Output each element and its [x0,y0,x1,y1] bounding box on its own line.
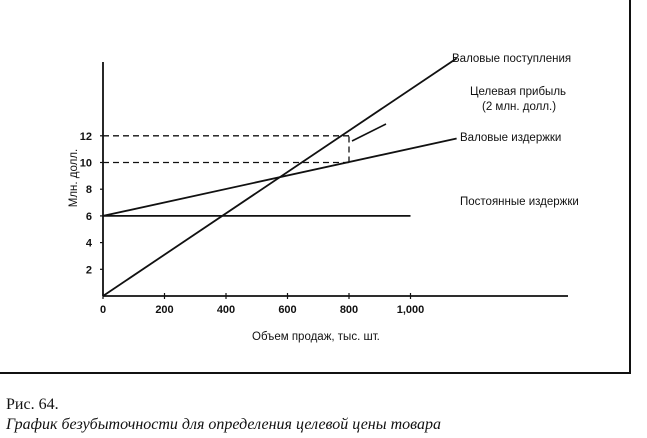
annotation-target-profit-amount: (2 млн. долл.) [482,101,557,113]
target-profit-pointer [352,124,386,141]
series-lines [103,58,457,296]
x-tick-label: 1,000 [396,304,425,316]
x-tick-label: 400 [216,304,236,316]
annotation-gross-costs: Валовые издержки [460,132,562,144]
annotation-gross-revenue: Валовые поступления [452,53,572,65]
y-axis-label: Млн. долл. [68,148,80,208]
tick-labels [80,131,425,316]
figure-number: Рис. 64. [6,396,59,413]
y-tick-label: 10 [79,157,92,170]
y-tick-label: 4 [85,237,92,250]
y-tick-label: 12 [79,130,92,143]
y-tick-label: 6 [85,210,92,223]
annotation-fixed-costs: Постоянные издержки [460,196,579,208]
gross-costs-line [103,138,457,215]
x-tick-label: 800 [339,304,359,316]
x-tick-label: 0 [99,304,107,316]
annotations [68,53,579,343]
figure-caption [6,395,636,435]
guide-lines [103,136,349,163]
x-tick-label: 600 [278,304,297,316]
x-axis-label: Объем продаж, тыс. шт. [252,331,380,343]
figure-description: График безубыточности для определения целевой цены товара [6,416,441,433]
annotation-target-profit: Целевая прибыль [470,86,567,98]
y-tick-label: 8 [85,184,92,197]
y-tick-label: 2 [85,264,92,277]
x-tick-label: 200 [155,304,174,316]
